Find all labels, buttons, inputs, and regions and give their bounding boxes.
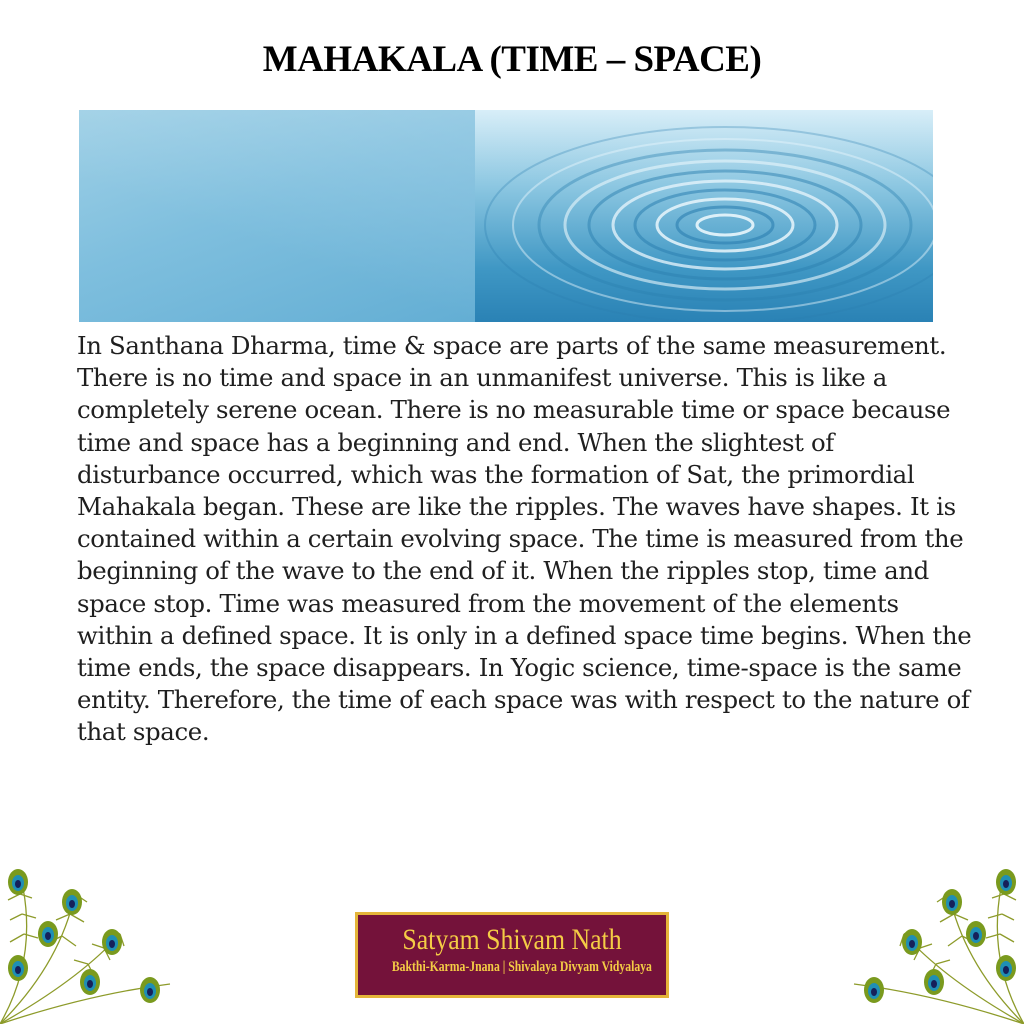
peacock-feather-icon (0, 864, 190, 1024)
ripple-rings (475, 110, 933, 322)
calm-ocean-image (79, 110, 475, 322)
time-space-image (79, 110, 933, 322)
water-ripples-image (475, 110, 933, 322)
page-title: MAHAKALA (TIME – SPACE) (262, 39, 762, 80)
brand-name: Satyam Shivam Nath (402, 923, 622, 956)
brand-logo (355, 912, 669, 998)
peacock-feather-icon (834, 864, 1024, 1024)
brand-tagline: Bakthi-Karma-Jnana | Shivalaya Divyam Vidyalaya (391, 959, 652, 975)
article-paragraph: In Santhana Dharma, time & space are parts of the same measurement. There is no time and space in an unmanifest universe. This is like a completely serene ocean. There is no measurable time or space because time and space has a beginning and end. When the slightest of disturbance occurred, which was the formation of Sat, the primordial Mahakala began. These are like the ripples. The waves have shapes. It is contained within a certain evolving space. The time is measured from the beginning of the wave to the end of it. When the ripples stop, time and space stop. Time was measured from the movement of the elements within a defined space. It is only in a defined space time begins. When the time ends, the space disappears. In Yogic science, time-space is the same entity. Therefore, the time of each space was with respect to the nature of that space. (77, 331, 972, 747)
calm-ocean-sheen (79, 110, 475, 322)
